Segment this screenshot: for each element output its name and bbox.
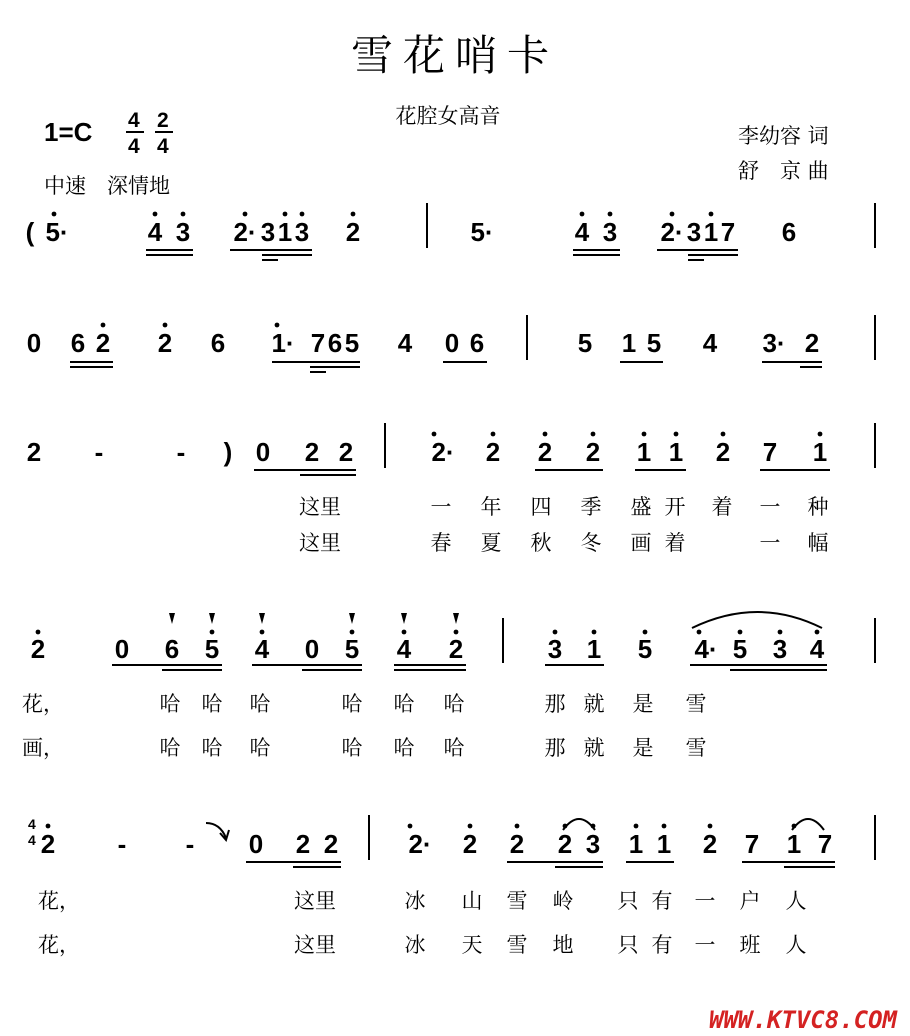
- note: 4: [574, 217, 590, 247]
- note: 1: [628, 829, 644, 859]
- underlines: [254, 470, 830, 475]
- note: 1·: [271, 328, 295, 358]
- time-sig-2-num: 2: [157, 109, 169, 132]
- lyric: 着: [664, 531, 686, 555]
- tempo-marking: 中速 深情地: [44, 174, 170, 198]
- octave-dots: [432, 432, 823, 437]
- note: 1: [786, 829, 802, 859]
- lyric: 哈: [393, 692, 415, 716]
- lyric: 冰: [404, 933, 426, 957]
- lyric: 一: [759, 495, 781, 519]
- inline-time-sig-den: 4: [28, 832, 36, 848]
- score-row-3: [27, 423, 875, 555]
- breath-arrow-icon: [206, 823, 229, 840]
- note: 2: [345, 217, 361, 247]
- note: 4: [702, 328, 718, 358]
- lyric: 画: [630, 531, 652, 555]
- lyric: 有: [651, 933, 673, 957]
- note: 2·: [408, 829, 432, 859]
- note: 3·: [762, 328, 786, 358]
- note: -: [117, 829, 127, 859]
- lyric: 山: [461, 889, 483, 913]
- lyric: 雪: [506, 933, 528, 957]
- note: 3: [547, 634, 563, 664]
- lyric: 岭: [552, 889, 574, 913]
- lyric: 哈: [249, 692, 271, 716]
- inline-time-sig-num: 4: [28, 816, 36, 832]
- song-title: 雪花哨卡: [350, 31, 560, 80]
- note: 2: [448, 634, 464, 664]
- lyric: 画，: [22, 736, 64, 760]
- note: 6: [469, 328, 485, 358]
- lyric: 季: [580, 495, 602, 519]
- staccato-marks: [169, 613, 459, 624]
- note: 1: [703, 217, 719, 247]
- lyric: 人: [785, 933, 807, 957]
- lyric: 春: [430, 531, 452, 555]
- note: 2: [40, 829, 56, 859]
- lyric: 那: [544, 736, 566, 760]
- lyric: 哈: [201, 692, 223, 716]
- note: 7: [720, 217, 736, 247]
- note: 2: [485, 437, 501, 467]
- note: 2: [537, 437, 553, 467]
- note: 0: [304, 634, 320, 664]
- note: 5: [646, 328, 662, 358]
- score-row-5: [28, 815, 875, 958]
- note: 7: [817, 829, 833, 859]
- note: 2·: [431, 437, 455, 467]
- lyric: 只: [617, 889, 639, 913]
- note: 2: [95, 328, 111, 358]
- lyric: 是: [632, 736, 654, 760]
- lyric: 哈: [159, 692, 181, 716]
- note: 1: [277, 217, 293, 247]
- time-sig-1-den: 4: [128, 135, 140, 158]
- note: 1: [636, 437, 652, 467]
- note: 0: [114, 634, 130, 664]
- note: 4: [809, 634, 825, 664]
- lyric: 天: [461, 933, 483, 957]
- note: 1: [656, 829, 672, 859]
- lyric: 这里: [294, 933, 336, 957]
- note: 5: [204, 634, 220, 664]
- lyric: 花，: [38, 889, 80, 913]
- lyric: 一: [694, 933, 716, 957]
- note: 2: [804, 328, 820, 358]
- note: 3: [294, 217, 310, 247]
- note: -: [176, 437, 186, 467]
- underlines: [146, 250, 738, 260]
- lyric: 那: [544, 692, 566, 716]
- lyric: 是: [632, 692, 654, 716]
- note: 1: [586, 634, 602, 664]
- note: 5: [344, 634, 360, 664]
- lyric: 幅: [807, 531, 829, 555]
- lyric: 只: [617, 933, 639, 957]
- lyric: 一: [759, 531, 781, 555]
- note: 6: [70, 328, 86, 358]
- lyric: 哈: [201, 736, 223, 760]
- note: 2: [26, 437, 42, 467]
- lyrics-verse-1: [299, 495, 829, 519]
- note: 6: [210, 328, 226, 358]
- lyric: 人: [785, 889, 807, 913]
- underlines: [112, 665, 827, 670]
- note: 7: [310, 328, 326, 358]
- note: 4: [396, 634, 412, 664]
- lyrics-verse-2: [38, 933, 807, 958]
- note: 3: [686, 217, 702, 247]
- note: 6: [327, 328, 343, 358]
- note: 4: [254, 634, 270, 664]
- note: 2·: [660, 217, 684, 247]
- watermark-text: WWW.KTVC8.COM: [709, 1006, 897, 1034]
- lyric: 雪: [685, 736, 707, 760]
- octave-dots: [46, 824, 797, 829]
- lyric: 哈: [341, 692, 363, 716]
- note: 5: [577, 328, 593, 358]
- note: 2: [30, 634, 46, 664]
- note: 0: [444, 328, 460, 358]
- lyrics-verse-1: [38, 889, 807, 914]
- note: 6: [781, 217, 797, 247]
- key-signature: [44, 109, 173, 158]
- score-row-4: [22, 612, 875, 761]
- lyric: 哈: [341, 736, 363, 760]
- lyric: 花，: [38, 933, 80, 957]
- lyric: 开: [664, 495, 686, 519]
- note: -: [185, 829, 195, 859]
- lyric: 就: [583, 736, 605, 760]
- lyric: 一: [430, 495, 452, 519]
- lyric: 雪: [506, 889, 528, 913]
- note: 5: [344, 328, 360, 358]
- note: -: [94, 437, 104, 467]
- note: 2: [323, 829, 339, 859]
- note: 1: [812, 437, 828, 467]
- lyric: 冰: [404, 889, 426, 913]
- lyric: 户: [739, 889, 761, 913]
- note: 2·: [233, 217, 257, 247]
- note: 2: [509, 829, 525, 859]
- score-row-1: [26, 203, 875, 260]
- time-sig-1-num: 4: [128, 109, 140, 132]
- note: 1: [621, 328, 637, 358]
- lyric: 哈: [443, 736, 465, 760]
- underlines: [246, 862, 835, 867]
- lyric: 哈: [393, 736, 415, 760]
- slur: [692, 612, 822, 628]
- note: 2: [295, 829, 311, 859]
- lyric: 这里: [299, 495, 341, 519]
- lyric: 年: [480, 495, 502, 519]
- score-row-2: [27, 315, 875, 372]
- note: 7: [744, 829, 760, 859]
- note: 6: [164, 634, 180, 664]
- time-sig-2-den: 4: [157, 135, 169, 158]
- lyric: 有: [651, 889, 673, 913]
- note: 3: [585, 829, 601, 859]
- lyric: 四: [530, 495, 552, 519]
- key-label: 1=C: [44, 117, 93, 147]
- note: 2: [157, 328, 173, 358]
- note: 2: [304, 437, 320, 467]
- note: ): [223, 437, 233, 467]
- lyric: 秋: [530, 531, 552, 555]
- lyric: 盛: [630, 495, 652, 519]
- lyrics-verse-2: [299, 531, 829, 555]
- note: 5·: [470, 217, 494, 247]
- lyric: 种: [807, 495, 829, 519]
- note: 5: [732, 634, 748, 664]
- note: 7: [762, 437, 778, 467]
- note: 5·: [45, 217, 69, 247]
- lyric: 哈: [443, 692, 465, 716]
- note: 2: [585, 437, 601, 467]
- lyrics-verse-2: [22, 736, 707, 761]
- note: 1: [668, 437, 684, 467]
- note: 3: [260, 217, 276, 247]
- note: 0: [26, 328, 42, 358]
- lyric: 就: [583, 692, 605, 716]
- underlines: [70, 362, 822, 372]
- note: 3: [602, 217, 618, 247]
- voice-type: 花腔女高音: [395, 104, 501, 128]
- note: 4: [397, 328, 413, 358]
- lyric: 冬: [580, 531, 602, 555]
- note: 2: [702, 829, 718, 859]
- octave-dots: [52, 212, 714, 217]
- composer-credit: 舒 京 曲: [738, 159, 829, 183]
- lyric: 夏: [480, 531, 502, 555]
- lyric: 花，: [22, 692, 64, 716]
- note: 3: [175, 217, 191, 247]
- lyric: 地: [552, 933, 574, 957]
- note: (: [25, 217, 35, 247]
- lyric: 这里: [299, 531, 341, 555]
- lyric: 哈: [249, 736, 271, 760]
- note: 2: [715, 437, 731, 467]
- note: 4·: [694, 634, 718, 664]
- note: 2: [338, 437, 354, 467]
- note: 2: [462, 829, 478, 859]
- note: 2: [557, 829, 573, 859]
- lyricist-credit: 李幼容 词: [738, 124, 829, 148]
- note: 0: [248, 829, 264, 859]
- note: 3: [772, 634, 788, 664]
- lyric: 一: [694, 889, 716, 913]
- lyric: 班: [739, 933, 761, 957]
- lyrics-verse-1: [22, 692, 707, 717]
- lyric: 着: [711, 495, 733, 519]
- note: 5: [637, 634, 653, 664]
- octave-dots: [101, 323, 280, 328]
- lyric: 雪: [685, 692, 707, 716]
- note: 4: [147, 217, 163, 247]
- lyric: 哈: [159, 736, 181, 760]
- lyric: 这里: [294, 889, 336, 913]
- note: 0: [255, 437, 271, 467]
